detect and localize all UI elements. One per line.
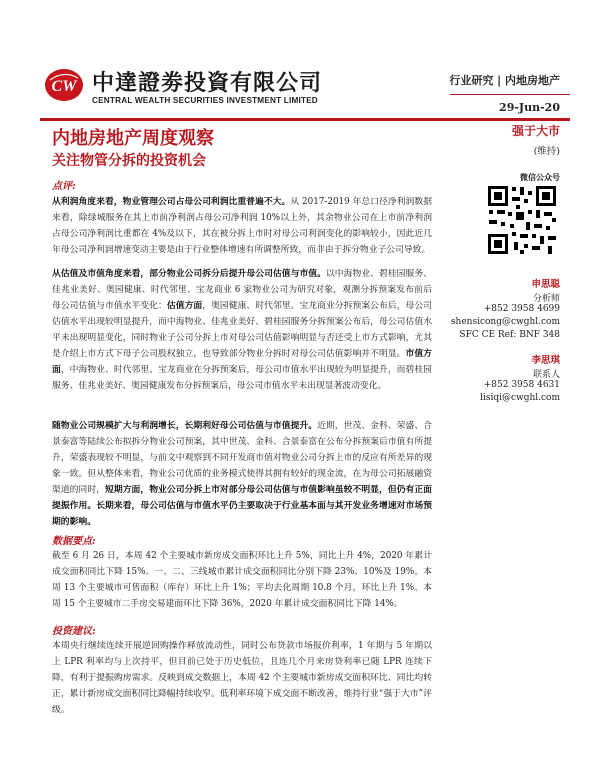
analyst-name: 申思聪 [531,279,560,290]
paragraph-advice: 本周央行继续连续开展逆回购操作释放流动性，同时公布贷款市场报价利率，1 年期与 5 年期以上 LPR 利率均与上次持平，但目前已处于历史低位，且连几个月来房贷利率已随 LPR 连续下降，有利于提振购房需求。反映到成交数据上，本周 42 个主要城市新房成交面积环比、同比均转正，累计新房成交面积同比降幅持续收窄。低利率环境下成交面不断改善，维持行业“强于大市”评级。 [52,641,432,715]
analyst-phone: +852 3958 4699 [483,304,560,314]
header-divider [450,94,570,95]
paragraph-emphasis: 市值方面 [52,349,432,375]
paragraph-text: 近期，世茂、金科、荣盛、合景泰富等陆续公布拟拆分物业公司预案，其中世茂、金科、合景泰富在公布分拆预案后市值有所提升，荣盛表现较不明显，与前文中观察到不同开发商市值对物业公司分拆上市的反应有所差异的现象一致。但从整体来看，物业公司优质的业务模式使得其拥有较好的现金流，在为母公司拓展融资渠道的同时， [52,421,432,495]
contact-name: 李思琪 [531,355,560,366]
analyst-role: 分析师 [532,294,560,304]
rating-status: (维持) [533,146,560,157]
section-heading-advice: 投资建议: [52,626,96,637]
company-name-en: CENTRAL WEALTH SECURITIES INVESTMENT LIMITED [92,96,318,105]
paragraph-lead: 从估值及市值角度来看，部分物业公司拆分后提升母公司估值与市值。 [52,269,326,279]
paragraph-emphasis: 短期方面，物业公司分拆上市对部分母公司估值与市值影响虽较不明显，但仍有正面提振作用。长期来看，母公司估值与市值水平仍主要取决于行业基本面与其开发业务增速对市场预期的影响。 [52,485,432,527]
paragraph-scale-growth [52,418,432,530]
contact-phone: +852 3958 4631 [483,380,560,390]
company-logo [44,68,84,102]
paragraph-profit [52,194,432,258]
paragraph-text: ，中海物业、时代邻里、宝龙商业在分拆预案后，母公司市值水平出现较为明显提升，而碧桂园服务、佳兆业美好、奥园健康发布分拆预案后，母公司市值水平未出现显著波动变化。 [52,365,432,391]
contact-role: 联系人 [532,370,560,380]
report-category: 行业研究 | 内地房地产 [449,74,560,87]
report-date: 29-Jun-20 [499,101,560,114]
section-heading-comment: 点评: [52,181,76,192]
rating: 强于大市 [511,124,560,138]
analyst-email[interactable]: shensicong@cwghl.com [450,317,560,327]
header-red-rule [40,118,570,121]
paragraph-lead: 从利润角度来看，物业管理公司占母公司利润比重普遍不大。 [52,197,291,207]
section-heading-data: 数据要点: [52,536,96,547]
contact-email[interactable]: lisiqi@cwghl.com [480,393,560,403]
paragraph-text: ，奥园健康、时代邻里、宝龙商业分拆预案公布后，母公司估值水平出现较明显提升，而中海物业、佳兆业美好、碧桂园服务分拆预案公布后，母公司估值水平未出现明显变化，同时物业子公司分拆上市对母公司估值影响明显与否还受上市方式影响，尤其是介绍上市方式下母子公司股权独立，也导致部分物业分拆时对母公司估值影响并不明显。 [52,301,432,359]
paragraph-valuation [52,266,432,394]
wechat-label: 微信公众号 [520,172,560,182]
paragraph-lead: 随物业公司规模扩大与利润增长，长期利好母公司估值与市值提升。 [52,421,318,431]
paragraph-emphasis: 估值方面 [166,301,203,311]
analyst-cert: SFC CE Ref: BNF 348 [459,330,560,340]
paragraph-data: 截至 6 月 26 日，本周 42 个主要城市新房成交面积环比上升 5%，同比上升 4%，2020 年累计成交面积同比下降 15%。一、二、三线城市累计成交面积同比分别下降 23%、10%及 19%。本周 13 个主要城市可售面积（库存）环比上升 1%；平均去化周期 10.8 个月，环比上升 1%。本周 15 个主要城市二手房交易建面环比下降 36%，2020 年累计成交面积同比下降 14%。 [52,551,432,609]
svg-text:CW: CW [51,78,77,95]
paragraph-text: 从 2017-2019 年总口径净利润数据来看，除绿城服务在其上市前净利润占母公司净利润 10%以上外，其余物业公司在上市前净利润占母公司净利润比重都在 4%及以下，其在被分拆上市时对母公司利润变化的影响较小，因此近几年母公司净利润增速变动主要是由于行业整体增速有所调整所致，而非由于拆分物业子公司导致。 [52,197,432,255]
paragraph-text: 以中海物业、碧桂园服务、佳兆业美好、奥园健康、时代邻里、宝龙商业 6 家物业公司为研究对象，观测分拆预案发布前后母公司估值与市值水平变化： [52,269,432,311]
report-subtitle: 关注物管分拆的投资机会 [52,153,206,169]
company-name-cn: 中達證劵投資有限公司 [92,71,323,96]
report-title: 内地房地产周度观察 [52,128,214,149]
wechat-qr-code[interactable] [486,184,558,256]
